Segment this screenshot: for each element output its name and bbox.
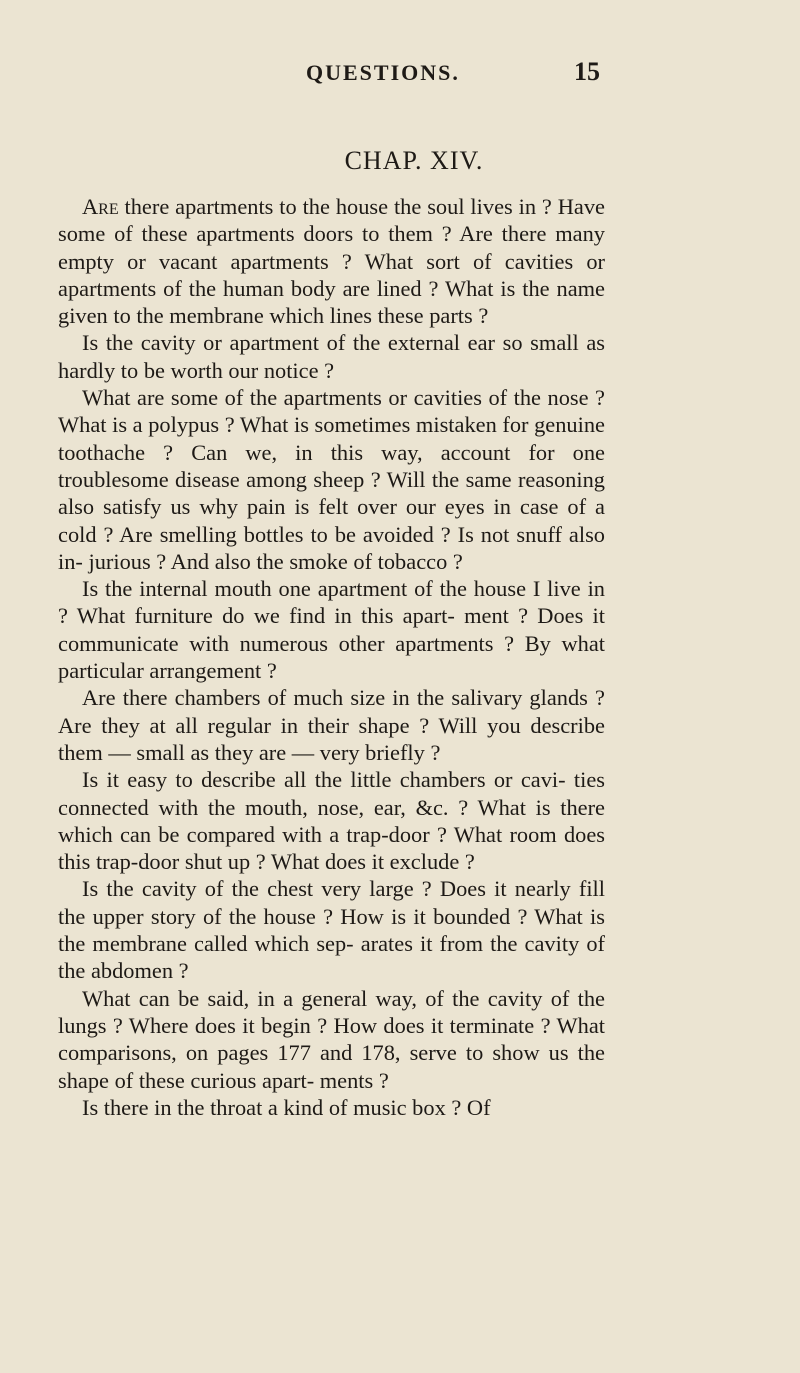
paragraph-6: Is it easy to describe all the little chambers or cavi- ties connected with the mouth, nose, ear, &c. ? What is there which can be compared with a trap-door ? What room does this trap-door shut up ? What does it exclude ? [58,767,605,875]
paragraph-5: Are there chambers of much size in the salivary glands ? Are they at all regular in their shape ? Will you describe them — small as they are — very briefly ? [58,685,605,765]
paragraph-1 [58,193,605,329]
paragraph-9: Is there in the throat a kind of music box ? Of [82,1094,491,1120]
running-head [0,57,800,100]
page-number: 15 [574,57,600,86]
paragraph-3: What are some of the apartments or cavities of the nose ? What is a polypus ? What is sometimes mistaken for genuine toothache ? Can we, in this way, account for one troublesome disease among sheep ? Will the same reasoning also satisfy us why pain is felt over our eyes in case of a cold ? Are smelling bottles to be avoided ? Is not snuff also in- jurious ? And also the smoke of tobacco ? [58,385,605,574]
paragraph-4: Is the internal mouth one apartment of the house I live in ? What furniture do we find in this apart- ment ? Does it communicate with numerous other apartments ? By what particular arrangement ? [58,576,605,684]
paragraph-2: Is the cavity or apartment of the external ear so small as hardly to be worth our notice ? [58,330,605,383]
paragraph-text: there apartments to the house the soul lives in ? Have some of these apartments doors to them ? Are there many empty or vacant apartments ? What sort of cavities or apartments of the human body are lined ? What is the name given to the membrane which lines these parts ? [58,194,605,329]
body-text [58,193,605,1121]
paragraph-8: What can be said, in a general way, of the cavity of the lungs ? Where does it begin ? How does it terminate ? What comparisons, on pages 177 and 178, serve to show us the shape of these curious apart- ments ? [58,985,605,1093]
chapter-heading: CHAP. XIV. [344,146,484,175]
paragraph-7: Is the cavity of the chest very large ? Does it nearly fill the upper story of the house ? How is it bounded ? What is the membrane called which sep- arates it from the cavity of the abdomen ? [58,876,605,984]
running-title: QUESTIONS. [306,60,460,85]
paragraph-lead-word: Are [82,194,119,219]
